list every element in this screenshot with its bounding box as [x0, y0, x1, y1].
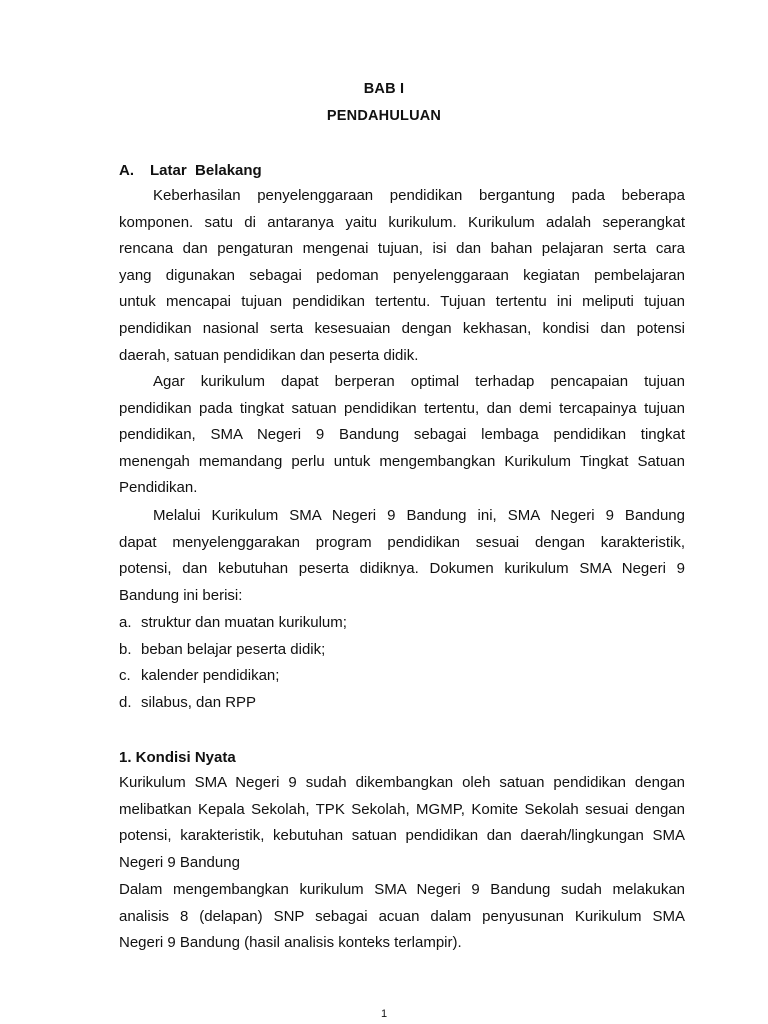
paragraph-line: pendidikan pada tingkat satuan pendidikan tertentu, dan demi tercapainya tujuan	[119, 399, 685, 417]
list-item	[119, 610, 685, 637]
paragraph-line: Negeri 9 Bandung (hasil analisis konteks terlampir).	[119, 934, 462, 952]
section-a-paragraph-1	[119, 183, 685, 369]
section-a-marker: A.	[119, 162, 134, 179]
section-1-heading: 1. Kondisi Nyata	[119, 749, 236, 766]
section-a-paragraph-2	[119, 369, 685, 502]
paragraph-line: Melalui Kurikulum SMA Negeri 9 Bandung ini, SMA Negeri 9 Bandung	[153, 507, 685, 524]
paragraph-line: pendidikan nasional serta kesesuaian dengan kekhasan, kondisi dan potensi	[119, 319, 685, 337]
page-number: 1	[380, 1008, 388, 1020]
contents-list	[119, 610, 685, 716]
paragraph-line: Pendidikan.	[119, 479, 198, 497]
paragraph-line: daerah, satuan pendidikan dan peserta didik.	[119, 346, 419, 364]
section-1-paragraph-2	[119, 877, 685, 957]
section-a-heading	[119, 162, 262, 179]
paragraph-line: menengah memandang perlu untuk mengembangkan Kurikulum Tingkat Satuan	[119, 452, 685, 470]
paragraph-line: pendidikan, SMA Negeri 9 Bandung sebagai lembaga pendidikan tingkat	[119, 426, 685, 444]
list-item-text: beban belajar peserta didik;	[141, 640, 326, 658]
paragraph-line: Kurikulum SMA Negeri 9 sudah dikembangkan oleh satuan pendidikan dengan	[119, 774, 685, 791]
paragraph-line: analisis 8 (delapan) SNP sebagai acuan dalam penyusunan Kurikulum SMA	[119, 907, 685, 925]
list-marker: b.	[119, 640, 132, 658]
paragraph-line: untuk mencapai tujuan pendidikan tertentu. Tujuan tertentu ini meliputi tujuan	[119, 293, 685, 311]
list-marker: a.	[119, 614, 132, 631]
paragraph-line: yang digunakan sebagai pedoman penyelenggaraan kegiatan pembelajaran	[119, 266, 685, 284]
chapter-title: PENDAHULUAN	[326, 108, 442, 124]
paragraph-line: Keberhasilan penyelenggaraan pendidikan bergantung pada beberapa	[153, 187, 685, 204]
list-item-text: silabus, dan RPP	[141, 693, 257, 711]
list-item	[119, 663, 685, 690]
paragraph-line: Dalam mengembangkan kurikulum SMA Negeri 9 Bandung sudah melakukan	[119, 881, 685, 898]
paragraph-line: melibatkan Kepala Sekolah, TPK Sekolah, MGMP, Komite Sekolah sesuai dengan	[119, 800, 685, 818]
list-item-text: struktur dan muatan kurikulum;	[141, 614, 347, 631]
list-item	[119, 637, 685, 664]
list-marker: c.	[119, 667, 131, 685]
list-item-text: kalender pendidikan;	[141, 667, 280, 685]
list-marker: d.	[119, 693, 132, 711]
paragraph-line: rencana dan pengaturan mengenai tujuan, isi dan bahan pelajaran serta cara	[119, 240, 685, 258]
paragraph-line: komponen. satu di antaranya yaitu kurikulum. Kurikulum adalah seperangkat	[119, 213, 685, 231]
paragraph-line: Agar kurikulum dapat berperan optimal terhadap pencapaian tujuan	[153, 373, 685, 390]
paragraph-line: dapat menyelenggarakan program pendidikan sesuai dengan karakteristik,	[119, 533, 685, 551]
section-a-title: Latar Belakang	[150, 162, 262, 179]
section-a-paragraph-3	[119, 503, 685, 609]
chapter-label: BAB I	[363, 81, 405, 97]
list-item	[119, 690, 685, 717]
paragraph-line: potensi, karakteristik, kebutuhan satuan pendidikan dan daerah/lingkungan SMA	[119, 827, 685, 845]
paragraph-line: Bandung ini berisi:	[119, 586, 243, 604]
section-1-paragraph-1	[119, 770, 685, 876]
paragraph-line: Negeri 9 Bandung	[119, 853, 240, 871]
paragraph-line: potensi, dan kebutuhan peserta didiknya. Dokumen kurikulum SMA Negeri 9	[119, 560, 685, 578]
